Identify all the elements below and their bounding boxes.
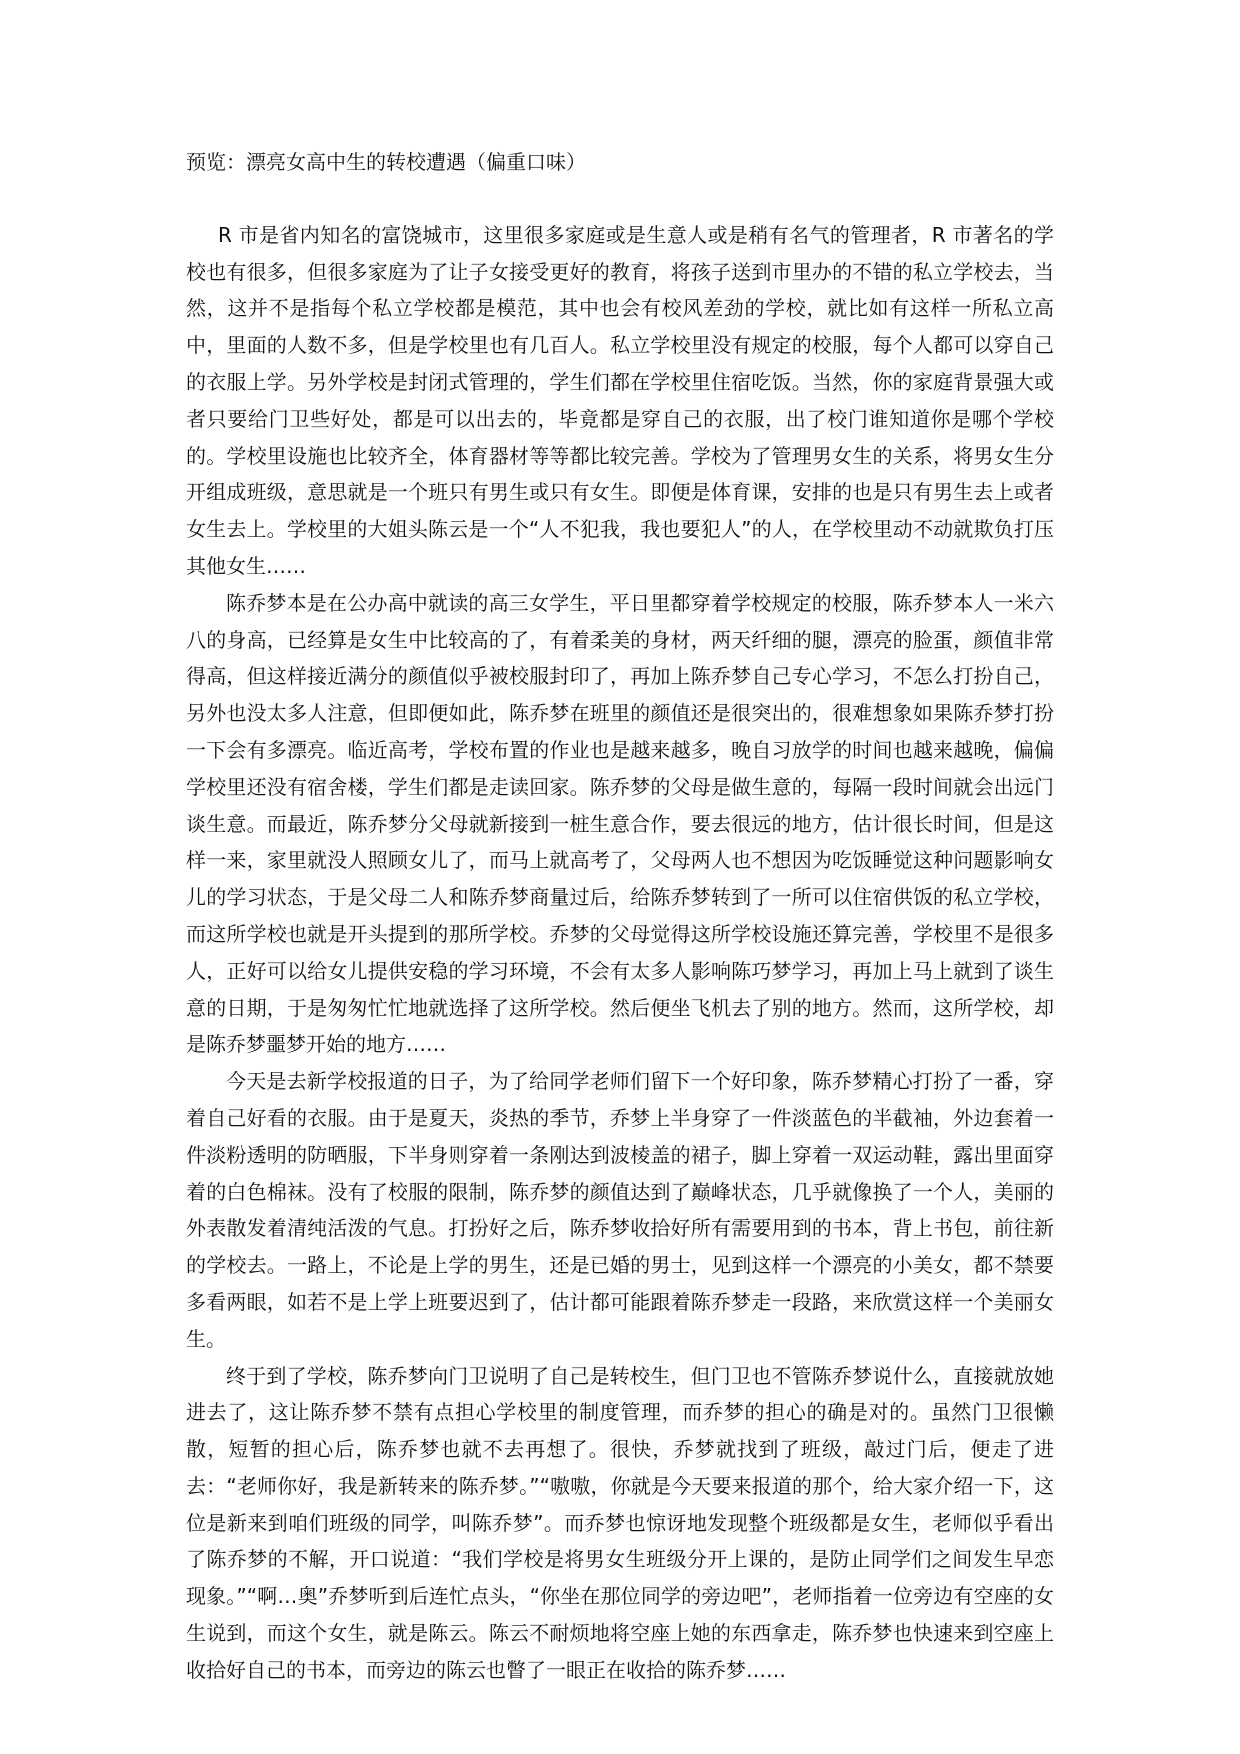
document-title: 预览：漂亮女高中生的转校遭遇（偏重口味） <box>186 150 586 174</box>
document-body <box>186 144 1054 1689</box>
paragraph-1: R 市是省内知名的富饶城市，这里很多家庭或是生意人或是稍有名气的管理者，R 市著名的学校也有很多，但很多家庭为了让子女接受更好的教育，将孩子送到市里办的不错的私立学校去，当然，这并不是指每个私立学校都是模范，其中也会有校风差劲的学校，就比如有这样一所私立高中，里面的人数不多，但是学校里也有几百人。私立学校里没有规定的校服，每个人都可以穿自己的衣服上学。另外学校是封闭式管理的，学生们都在学校里住宿吃饭。当然，你的家庭背景强大或者只要给门卫些好处，都是可以出去的，毕竟都是穿自己的衣服，出了校门谁知道你是哪个学校的。学校里设施也比较齐全，体育器材等等都比较完善。学校为了管理男女生的关系，将男女生分开组成班级，意思就是一个班只有男生或只有女生。即便是体育课，安排的也是只有男生去上或者女生去上。学校里的大姐头陈云是一个“人不犯我，我也要犯人”的人，在学校里动不动就欺负打压其他女生…… <box>186 222 1054 578</box>
paragraph-2: 陈乔梦本是在公办高中就读的高三女学生，平日里都穿着学校规定的校服，陈乔梦本人一米六八的身高，已经算是女生中比较高的了，有着柔美的身材，两天纤细的腿，漂亮的脸蛋，颜值非常得高，但这样接近满分的颜值似乎被校服封印了，再加上陈乔梦自己专心学习，不怎么打扮自己，另外也没太多人注意，但即便如此，陈乔梦在班里的颜值还是很突出的，很难想象如果陈乔梦打扮一下会有多漂亮。临近高考，学校布置的作业也是越来越多，晚自习放学的时间也越来越晚，偏偏学校里还没有宿舍楼，学生们都是走读回家。陈乔梦的父母是做生意的，每隔一段时间就会出远门谈生意。而最近，陈乔梦分父母就新接到一桩生意合作，要去很远的地方，估计很长时间，但是这样一来，家里就没人照顾女儿了，而马上就高考了，父母两人也不想因为吃饭睡觉这种问题影响女儿的学习状态，于是父母二人和陈乔梦商量过后，给陈乔梦转到了一所可以住宿供饭的私立学校，而这所学校也就是开头提到的那所学校。乔梦的父母觉得这所学校设施还算完善，学校里不是很多人，正好可以给女儿提供安稳的学习环境，不会有太多人影响陈巧梦学习，再加上马上就到了谈生意的日期，于是匆匆忙忙地就选择了这所学校。然后便坐飞机去了别的地方。然而，这所学校，却是陈乔梦噩梦开始的地方…… <box>186 590 1054 1057</box>
paragraph-4: 终于到了学校，陈乔梦向门卫说明了自己是转校生，但门卫也不管陈乔梦说什么，直接就放她进去了，这让陈乔梦不禁有点担心学校里的制度管理，而乔梦的担心的确是对的。虽然门卫很懒散，短暂的担心后，陈乔梦也就不去再想了。很快，乔梦就找到了班级，敲过门后，便走了进去：“老师你好，我是新转来的陈乔梦。”“嗷嗷，你就是今天要来报道的那个，给大家介绍一下，这位是新来到咱们班级的同学，叫陈乔梦”。而乔梦也惊讶地发现整个班级都是女生，老师似乎看出了陈乔梦的不解，开口说道：“我们学校是将男女生班级分开上课的，是防止同学们之间发生早恋现象。”“啊…奥”乔梦听到后连忙点头，“你坐在那位同学的旁边吧”，老师指着一位旁边有空座的女生说到，而这个女生，就是陈云。陈云不耐烦地将空座上她的东西拿走，陈乔梦也快速来到空座上收拾好自己的书本，而旁边的陈云也瞥了一眼正在收拾的陈乔梦…… <box>186 1363 1054 1682</box>
paragraph-3: 今天是去新学校报道的日子，为了给同学老师们留下一个好印象，陈乔梦精心打扮了一番，穿着自己好看的衣服。由于是夏天，炎热的季节，乔梦上半身穿了一件淡蓝色的半截袖，外边套着一件淡粉透明的防晒服，下半身则穿着一条刚达到波棱盖的裙子，脚上穿着一双运动鞋，露出里面穿着的白色棉袜。没有了校服的限制，陈乔梦的颜值达到了巅峰状态，几乎就像换了一个人，美丽的外表散发着清纯活泼的气息。打扮好之后，陈乔梦收拾好所有需要用到的书本，背上书包，前往新的学校去。一路上，不论是上学的男生，还是已婚的男士，见到这样一个漂亮的小美女，都不禁要多看两眼，如若不是上学上班要迟到了，估计都可能跟着陈乔梦走一段路，来欣赏这样一个美丽女生。 <box>186 1069 1054 1351</box>
